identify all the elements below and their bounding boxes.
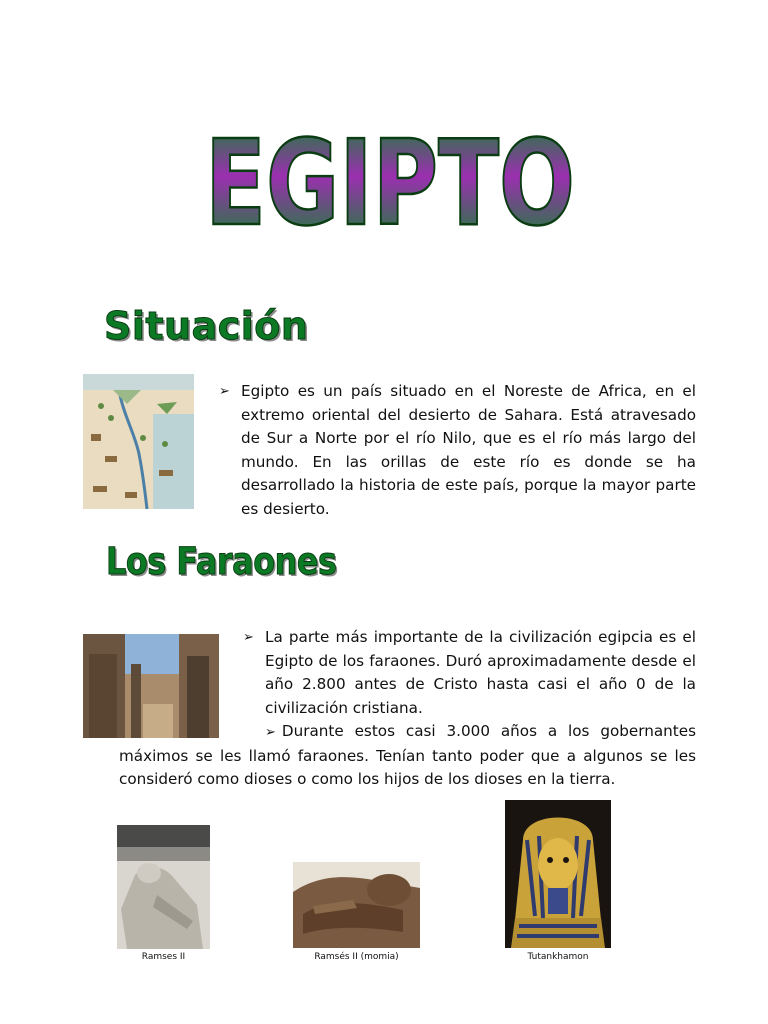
ramses-statue-image xyxy=(117,825,210,949)
arrow-bullet-icon: ➢ xyxy=(243,630,254,645)
situacion-paragraph xyxy=(219,380,696,522)
faraones-bullet-2 xyxy=(119,720,696,792)
egypt-map-image xyxy=(83,374,194,509)
faraones-text-1: La parte más importante de la civilización egipcia es el Egipto de los faraones. Duró aproximadamente desde el año 2.800 antes de Cristo hasta casi el año 0 de la civilización cristiana. xyxy=(265,628,696,717)
section-heading-faraones: Los Faraones xyxy=(106,540,337,583)
tutankhamun-mask-image xyxy=(505,800,611,948)
situacion-text: Egipto es un país situado en el Noreste de Africa, en el extremo oriental del desierto de Sahara. Está atravesado de Sur a Norte por el río Nilo, que es el río más largo del mundo. En las orillas de este río es donde se ha desarrollado la historia de este país, porque la mayor parte es desierto. xyxy=(241,382,696,518)
arrow-bullet-icon: ➢ xyxy=(265,725,276,740)
section-heading-situacion: Situación xyxy=(104,304,309,348)
faraones-text-2: Durante estos casi 3.000 años a los gobernantes máximos se les llamó faraones. Tenían tanto poder que a algunos se les consideró como dioses o como los hijos de los dioses en la tierra. xyxy=(119,722,696,789)
svg-text:EGIPTO: EGIPTO xyxy=(205,114,575,252)
arrow-bullet-icon: ➢ xyxy=(219,384,230,399)
faraones-bullet-1 xyxy=(243,626,696,720)
caption-ramses: Ramses II xyxy=(141,952,186,962)
ramses-mummy-image xyxy=(293,862,420,948)
caption-mummy: Ramsés II (momia) xyxy=(314,952,399,962)
page-title xyxy=(195,112,585,250)
caption-tutankhamon: Tutankhamon xyxy=(527,952,589,962)
